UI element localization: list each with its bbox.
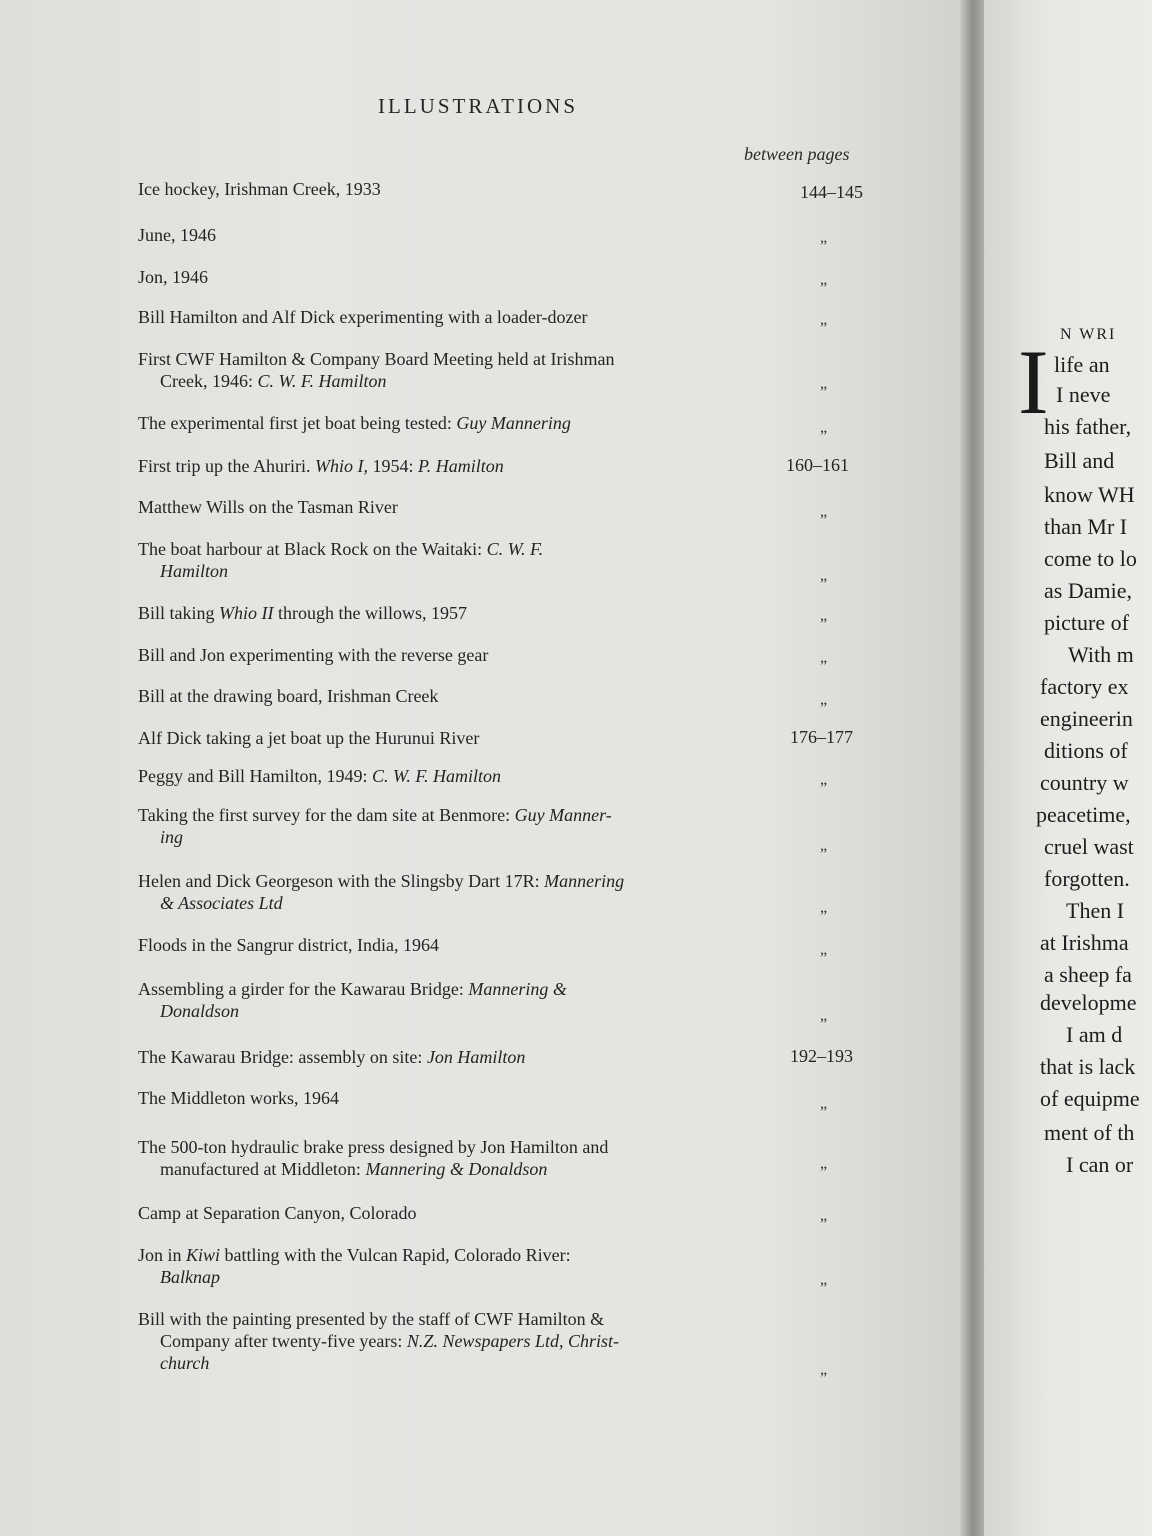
- page-range: 160–161: [786, 455, 849, 475]
- credit-text: Donaldson: [160, 1001, 240, 1021]
- entry-line-2: [138, 826, 790, 848]
- entry-line-1: [138, 686, 438, 706]
- caption-text: Bill and Jon experimenting with the reverse gear: [138, 645, 489, 665]
- entry-line-1: [138, 349, 614, 369]
- caption-text: Floods in the Sangrur district, India, 1964: [138, 935, 439, 955]
- ditto-mark: ”: [820, 846, 828, 863]
- facing-text-line: a sheep fa: [1044, 962, 1132, 987]
- illustration-entry: [138, 1202, 790, 1224]
- credit-text: & Associates Ltd: [160, 893, 283, 913]
- credit-text: ing: [160, 827, 184, 847]
- facing-text-line: life an: [1054, 352, 1110, 377]
- credit-text: C. W. F. Hamilton: [257, 371, 387, 391]
- facing-text-line: N WRI: [1060, 326, 1117, 343]
- caption-text: Company after twenty-five years:: [160, 1331, 407, 1351]
- credit-text: C. W. F.: [486, 539, 544, 559]
- caption-text: June, 1946: [138, 225, 216, 245]
- ditto-mark: ”: [820, 1016, 828, 1033]
- caption-text: The 500-ton hydraulic brake press designed by Jon Hamilton and: [138, 1137, 609, 1157]
- illustration-entry: [138, 1046, 790, 1068]
- caption-text: Creek, 1946:: [160, 371, 258, 391]
- caption-text: Jon, 1946: [138, 267, 209, 287]
- facing-text-line: as Damie,: [1044, 578, 1132, 603]
- ditto-mark: ”: [820, 576, 828, 593]
- entry-line-1: [138, 645, 488, 665]
- entry-line-1: [138, 497, 398, 517]
- entry-line-1: [138, 1137, 608, 1157]
- facing-text-line: Then I: [1066, 898, 1125, 923]
- caption-text: First CWF Hamilton & Company Board Meeting held at Irishman: [138, 349, 615, 369]
- entry-line-2: [138, 1266, 790, 1288]
- entry-line-1: [138, 179, 381, 199]
- entry-line-1: [138, 1245, 571, 1265]
- facing-text-line: With m: [1068, 642, 1134, 667]
- ditto-mark: ”: [820, 1370, 828, 1387]
- facing-text-line: factory ex: [1040, 674, 1129, 699]
- entry-line-1: [138, 766, 501, 786]
- illustration-entry: [138, 412, 790, 434]
- caption-text: The Kawarau Bridge: assembly on site:: [138, 1047, 427, 1067]
- facing-page: [984, 0, 1152, 1536]
- entry-line-1: [138, 1047, 525, 1067]
- ditto-mark: ”: [820, 1164, 828, 1181]
- entry-line-1: [138, 935, 439, 955]
- page-heading: ILLUSTRATIONS: [378, 94, 578, 118]
- ditto-mark: ”: [820, 1216, 828, 1233]
- facing-text-line: of equipme: [1040, 1086, 1140, 1111]
- illustration-entry: [138, 1136, 790, 1180]
- ditto-mark: ”: [820, 238, 828, 255]
- page-range: 176–177: [790, 727, 853, 747]
- illustration-entry: [138, 1087, 790, 1109]
- illustration-entry: [138, 1308, 790, 1374]
- facing-text-line: that is lack: [1040, 1054, 1136, 1079]
- credit-text: Kiwi: [186, 1245, 221, 1265]
- caption-text: through the willows, 1957: [273, 603, 467, 623]
- credit-text: Whio II: [219, 603, 274, 623]
- facing-text-line: come to lo: [1044, 546, 1137, 571]
- ditto-mark: ”: [820, 1104, 828, 1121]
- caption-text: Alf Dick taking a jet boat up the Hurunui River: [138, 728, 480, 748]
- facing-text-line: I can or: [1066, 1152, 1134, 1177]
- caption-text: The experimental first jet boat being tested:: [138, 413, 457, 433]
- caption-text: Assembling a girder for the Kawarau Bridge:: [138, 979, 469, 999]
- entry-line-1: [138, 539, 543, 559]
- illustration-entry: [138, 727, 790, 749]
- ditto-mark: ”: [820, 950, 828, 967]
- facing-text-line: I neve: [1056, 382, 1111, 407]
- facing-text-line: forgotten.: [1044, 866, 1130, 891]
- entry-line-1: [138, 413, 571, 433]
- caption-text: Bill at the drawing board, Irishman Creek: [138, 686, 439, 706]
- caption-text: Bill taking: [138, 603, 219, 623]
- illustration-entry: [138, 685, 790, 707]
- credit-text: C. W. F. Hamilton: [372, 766, 502, 786]
- entry-line-1: [138, 728, 479, 748]
- illustration-entry: [138, 978, 790, 1022]
- entry-line-1: [138, 1309, 604, 1329]
- illustration-entry: [138, 266, 790, 288]
- facing-text-line: country w: [1040, 770, 1129, 795]
- facing-text-line: developme: [1040, 990, 1137, 1015]
- illustration-entry: [138, 934, 790, 956]
- caption-text: Taking the first survey for the dam site at Benmore:: [138, 805, 515, 825]
- facing-text-line: ditions of: [1044, 738, 1128, 763]
- entry-line-1: [138, 979, 567, 999]
- ditto-mark: ”: [820, 428, 828, 445]
- caption-text: Ice hockey, Irishman Creek, 1933: [138, 179, 381, 199]
- caption-text: 1954:: [368, 456, 419, 476]
- caption-text: Bill with the painting presented by the staff of CWF Hamilton &: [138, 1309, 605, 1329]
- ditto-mark: ”: [820, 384, 828, 401]
- caption-text: Peggy and Bill Hamilton, 1949:: [138, 766, 372, 786]
- facing-text-line: I am d: [1066, 1022, 1123, 1047]
- entry-line-1: [138, 456, 504, 476]
- illustration-entry: [138, 455, 790, 477]
- facing-text-line: cruel wast: [1044, 834, 1134, 859]
- ditto-mark: ”: [820, 512, 828, 529]
- caption-text: Camp at Separation Canyon, Colorado: [138, 1203, 417, 1223]
- entry-line-1: [138, 307, 588, 327]
- facing-text-line: know WH: [1044, 482, 1135, 507]
- drop-cap: I: [1018, 331, 1049, 433]
- entry-line-2: [138, 370, 790, 392]
- illustration-entry: [138, 602, 790, 624]
- facing-text-line: peacetime,: [1036, 802, 1131, 827]
- ditto-mark: ”: [820, 700, 828, 717]
- facing-text-line: engineerin: [1040, 706, 1133, 731]
- illustration-entry: [138, 1244, 790, 1288]
- credit-text: Guy Mannering: [456, 413, 571, 433]
- page-range: 192–193: [790, 1046, 853, 1066]
- page-range: 144–145: [800, 182, 863, 202]
- caption-text: Helen and Dick Georgeson with the Slingsby Dart 17R:: [138, 871, 545, 891]
- caption-text: Matthew Wills on the Tasman River: [138, 497, 398, 517]
- credit-text: Guy Manner-: [514, 805, 612, 825]
- caption-text: The Middleton works, 1964: [138, 1088, 339, 1108]
- credit-text: Whio I,: [315, 456, 368, 476]
- facing-text-line: picture of: [1044, 610, 1129, 635]
- entry-line-1: [138, 225, 216, 245]
- caption-text: battling with the Vulcan Rapid, Colorado River:: [220, 1245, 571, 1265]
- entry-line-3: [138, 1352, 790, 1374]
- entry-line-1: [138, 871, 624, 891]
- entry-line-1: [138, 603, 467, 623]
- credit-text: church: [160, 1353, 210, 1373]
- caption-text: First trip up the Ahuriri.: [138, 456, 315, 476]
- ditto-mark: ”: [820, 320, 828, 337]
- illustration-entry: [138, 348, 790, 392]
- credit-text: P. Hamilton: [418, 456, 504, 476]
- illustration-entry: [138, 496, 790, 518]
- credit-text: Mannering: [544, 871, 625, 891]
- credit-text: N.Z. Newspapers Ltd, Christ-: [406, 1331, 619, 1351]
- illustration-entry: [138, 644, 790, 666]
- ditto-mark: ”: [820, 780, 828, 797]
- entry-line-2: [138, 1000, 790, 1022]
- caption-text: manufactured at Middleton:: [160, 1159, 366, 1179]
- illustration-entry: [138, 178, 790, 200]
- entry-line-1: [138, 805, 612, 825]
- credit-text: Balknap: [160, 1267, 220, 1287]
- caption-text: Jon in: [138, 1245, 187, 1265]
- credit-text: Mannering &: [468, 979, 567, 999]
- credit-text: Jon Hamilton: [426, 1047, 526, 1067]
- entry-line-1: [138, 267, 208, 287]
- entry-line-2: [138, 1158, 790, 1180]
- illustration-entry: [138, 765, 790, 787]
- illustration-entry: [138, 804, 790, 848]
- entry-line-1: [138, 1203, 416, 1223]
- entry-line-2: [138, 560, 790, 582]
- entry-line-2: [138, 1330, 790, 1352]
- ditto-mark: ”: [820, 280, 828, 297]
- ditto-mark: ”: [820, 658, 828, 675]
- facing-text-line: than Mr I: [1044, 514, 1128, 539]
- facing-text-line: at Irishma: [1040, 930, 1129, 955]
- illustration-entry: [138, 224, 790, 246]
- column-label: between pages: [744, 144, 850, 164]
- facing-text-line: ment of th: [1044, 1120, 1135, 1145]
- caption-text: Bill Hamilton and Alf Dick experimenting with a loader-dozer: [138, 307, 588, 327]
- credit-text: Mannering & Donaldson: [365, 1159, 548, 1179]
- caption-text: The boat harbour at Black Rock on the Waitaki:: [138, 539, 487, 559]
- ditto-mark: ”: [820, 908, 828, 925]
- ditto-mark: ”: [820, 616, 828, 633]
- illustration-entry: [138, 538, 790, 582]
- ditto-mark: ”: [820, 1280, 828, 1297]
- illustration-entry: [138, 306, 790, 328]
- facing-text-line: his father,: [1044, 414, 1132, 439]
- facing-text-line: Bill and: [1044, 448, 1115, 473]
- illustration-entry: [138, 870, 790, 914]
- entry-line-1: [138, 1088, 339, 1108]
- entry-line-2: [138, 892, 790, 914]
- credit-text: Hamilton: [160, 561, 229, 581]
